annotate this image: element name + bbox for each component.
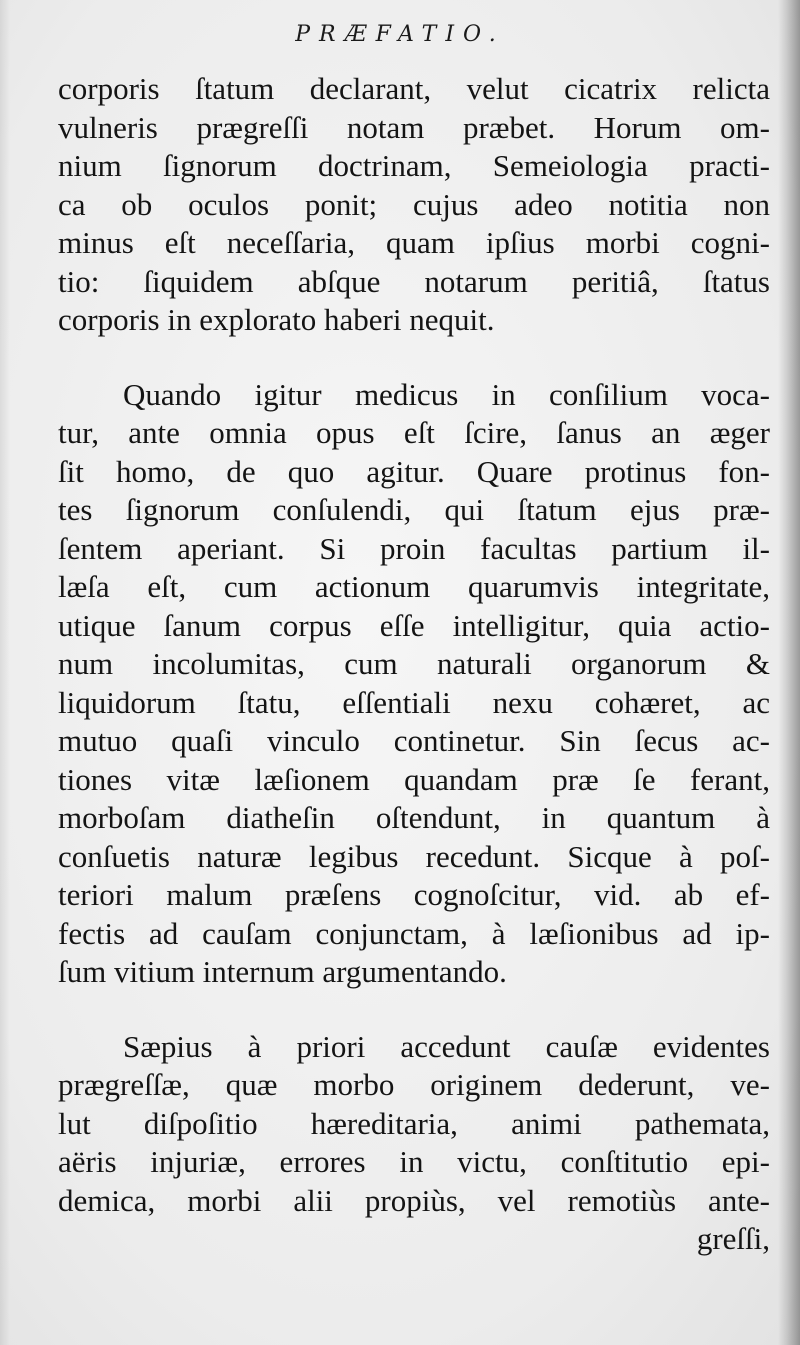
paragraph (58, 70, 770, 340)
body-text (58, 70, 770, 1259)
text-line: ſentem aperiant. Si proin facultas partium il- (58, 530, 770, 566)
text-line: fectis ad cauſam conjunctam, à læſionibus ad ip- (58, 915, 770, 951)
text-line: tur, ante omnia opus eſt ſcire, ſanus an æger (58, 415, 770, 450)
text-line: tiones vitæ læſionem quandam præ ſe ferant, (58, 761, 770, 797)
text-line: Sæpius à priori accedunt cauſæ evidentes (123, 1028, 770, 1064)
text-line: demica, morbi alii propiùs, vel remotiùs ante- (58, 1182, 770, 1218)
text-line: tio: ſiquidem abſque notarum peritiâ, ſtatus (58, 263, 770, 299)
paragraph-gap (58, 992, 770, 1028)
text-line: ca ob oculos ponit; cujus adeo notitia non (58, 186, 770, 222)
text-line: lut diſpoſitio hæreditaria, animi pathemata, (58, 1105, 770, 1141)
text-line: utique ſanum corpus eſſe intelligitur, quia actio- (58, 607, 770, 643)
page-left-edge (0, 0, 10, 1345)
text-line: conſuetis naturæ legibus recedunt. Sicque à poſ- (58, 838, 770, 874)
running-head: PRÆFATIO. (295, 22, 505, 47)
text-line: Quando igitur medicus in conſilium voca- (123, 376, 770, 412)
text-line: vulneris prægreſſi notam præbet. Horum om- (58, 109, 770, 145)
text-line: num incolumitas, cum naturali organorum & (58, 646, 770, 681)
text-line: nium ſignorum doctrinam, Semeiologia practi- (58, 148, 770, 183)
text-line: corporis in explorato haberi nequit. (58, 302, 495, 337)
text-line: liquidorum ſtatu, eſſentiali nexu cohæret, ac (58, 684, 770, 720)
text-line: læſa eſt, cum actionum quarumvis integritate, (58, 569, 770, 604)
text-line: mutuo quaſi vinculo continetur. Sin ſecus ac- (58, 723, 770, 758)
catchword: greſſi, (696, 1221, 770, 1256)
text-line: ſit homo, de quo agitur. Quare protinus fon- (58, 453, 770, 489)
paragraph (58, 376, 770, 992)
text-line: aëris injuriæ, errores in victu, conſtitutio epi- (58, 1144, 770, 1179)
text-line: corporis ſtatum declarant, velut cicatrix relicta (58, 71, 770, 106)
text-line: minus eſt neceſſaria, quam ipſius morbi cogni- (58, 225, 770, 260)
text-line: morboſam diatheſin oſtendunt, in quantum à (58, 800, 770, 835)
paragraph (58, 1028, 770, 1221)
binding-shadow (778, 0, 800, 1345)
text-line: ſum vitium internum argumentando. (58, 954, 507, 989)
text-line: prægreſſæ, quæ morbo originem dederunt, ve- (58, 1067, 770, 1102)
text-line: teriori malum præſens cognoſcitur, vid. ab ef- (58, 877, 770, 912)
paragraph-gap (58, 340, 770, 376)
text-line: tes ſignorum conſulendi, qui ſtatum ejus præ- (58, 492, 770, 527)
